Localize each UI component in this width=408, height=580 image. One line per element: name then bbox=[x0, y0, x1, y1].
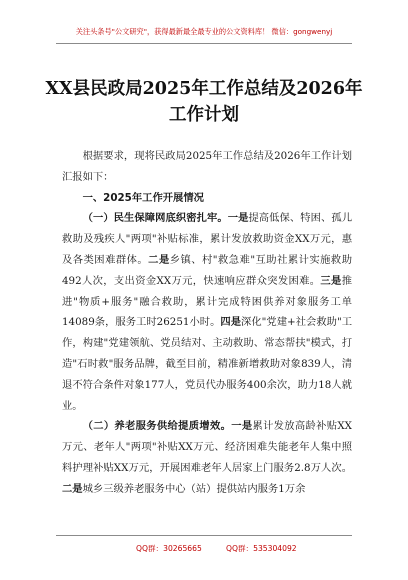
item-marker: 三是 bbox=[320, 274, 342, 287]
page-header bbox=[0, 0, 408, 52]
header-notice: 关注头条号"公文研究"，获得最新最全最专业的公文资料库！ 微信：gongwenyj bbox=[75, 27, 333, 36]
item-text: 城乡三级养老服务中心（站）提供站内服务1万余 bbox=[82, 482, 306, 495]
item-text: 推进"物质+服务"融合救助，累计完成特困供养对象服务工单14089条，服务工时26251小时。 bbox=[62, 274, 352, 329]
header-divider bbox=[56, 43, 352, 44]
footer-qq-group-2: QQ群：535304092 bbox=[226, 544, 297, 553]
paragraph-social-assistance bbox=[62, 208, 352, 416]
intro-paragraph: 根据要求，现将民政局2025年工作总结及2026年工作计划汇报如下： bbox=[62, 150, 352, 183]
item-marker: 二是 bbox=[62, 482, 83, 495]
item-text: 累计发放高龄补贴XX万元、老年人"两项"补贴XX万元、经济困难失能老年人集中照料护理补贴XX万元，开展困难老年人居家上门服务2.8万人次。 bbox=[62, 420, 353, 474]
item-text: 提高低保、特困、孤儿救助及残疾人"两项"补贴标准，累计发放救助资金XX万元，惠及各类困难群体。 bbox=[62, 212, 353, 266]
page-footer bbox=[0, 535, 408, 575]
item-marker: 一是 bbox=[227, 212, 249, 225]
item-marker: 一是 bbox=[231, 420, 253, 433]
document-title bbox=[40, 76, 368, 128]
item-text: 乡镇、村"救急难"互助社累计实施救助492人次，支出资金XX万元，快速响应群众突发困难。 bbox=[62, 253, 352, 287]
document-body bbox=[62, 146, 352, 500]
paragraph-lead: （二）养老服务供给提质增效。 bbox=[82, 420, 232, 433]
title-line-1: XX县民政局2025年工作总结及2026年 bbox=[45, 79, 363, 99]
paragraph-lead: （一）民生保障网底织密扎牢。 bbox=[82, 212, 228, 225]
footer-qq-group-1: QQ群：30265665 bbox=[136, 544, 202, 553]
item-marker: 二是 bbox=[148, 253, 170, 266]
item-text: 深化"党建+社会救助"工作，构建"党建领航、党员结对、主动救助、常态帮扶"模式，打造"石时救"服务品牌，截至目前，精准新增救助对象839人，清退不符合条件对象177人，党员代办服务400余次，助力18人就业。 bbox=[62, 316, 353, 412]
item-marker: 四是 bbox=[220, 316, 242, 329]
paragraph-elderly-care bbox=[62, 416, 352, 499]
footer-divider bbox=[56, 535, 352, 536]
title-line-2: 工作计划 bbox=[169, 105, 239, 125]
section-heading-1: 一、2025年工作开展情况 bbox=[82, 191, 204, 204]
